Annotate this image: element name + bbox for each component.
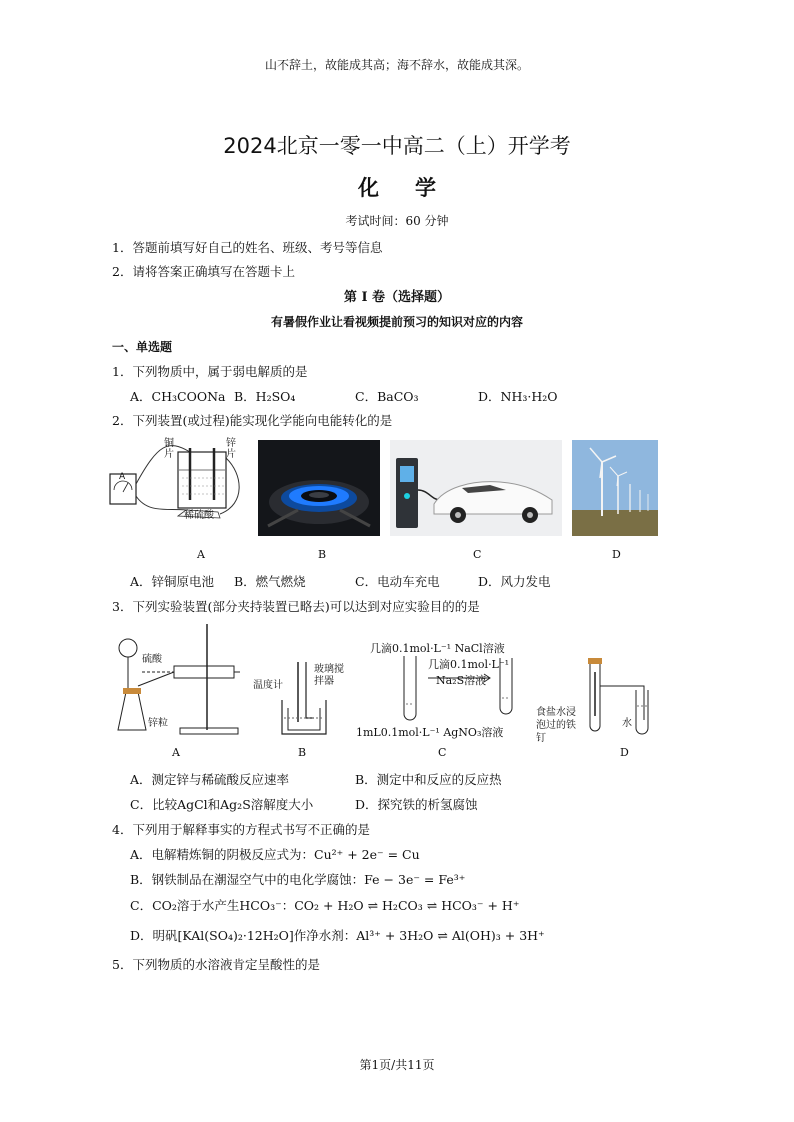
q1-option-c: C．BaCO₃ <box>355 389 419 404</box>
q1-stem: 1．下列物质中，属于弱电解质的是 <box>112 364 308 379</box>
q3-fig-b-thermometer-label: 温度计 <box>253 680 283 691</box>
q2-option-c: C．电动车充电 <box>355 574 440 589</box>
q3-figure-a-rate-apparatus <box>112 622 242 740</box>
q3-fig-a-zinc-label: 锌粒 <box>148 718 168 729</box>
q3-fig-label-c: C <box>438 746 447 759</box>
section-title: 第 I 卷（选择题） <box>343 290 451 305</box>
q3-fig-a-acid-label: 硫酸 <box>142 654 162 665</box>
q4-option-a: A．电解精炼铜的阴极反应式为：Cu²⁺ + 2e⁻ = Cu <box>130 847 420 862</box>
q3-option-c: C．比较AgCl和Ag₂S溶解度大小 <box>130 797 314 812</box>
q3-fig-label-d: D <box>620 746 629 759</box>
q3-fig-label-a: A <box>172 746 180 759</box>
exam-title: 2024北京一零一中高二（上）开学考 <box>223 134 571 158</box>
q4-option-d: D．明矾[KAl(SO₄)₂·12H₂O]作净水剂：Al³⁺ + 3H₂O ⇌ Al(OH)₃ + 3H⁺ <box>130 928 545 943</box>
q1-option-b: B．H₂SO₄ <box>234 389 296 404</box>
part-title: 一、单选题 <box>112 340 173 354</box>
q3-stem: 3．下列实验装置(部分夹持装置已略去)可以达到对应实验目的的是 <box>112 599 480 614</box>
q2-figure-c-ev-charging <box>390 440 562 536</box>
page-footer: 第1页/共11页 <box>359 1058 435 1072</box>
note-1: 1．答题前填写好自己的姓名、班级、考号等信息 <box>112 240 383 255</box>
header-motto: 山不辞土，故能成其高；海不辞水，故能成其深。 <box>264 58 529 72</box>
q2-fig-label-d: D <box>612 548 621 561</box>
q2-fig-a-acid-label: 稀硫酸 <box>184 510 214 521</box>
q1-option-a: A．CH₃COONa <box>130 389 226 404</box>
q3-fig-d-water-label: 水 <box>622 718 632 729</box>
q2-option-b: B．燃气燃烧 <box>234 574 306 589</box>
section-note: 有暑假作业让看视频提前预习的知识对应的内容 <box>270 315 523 329</box>
q2-figure-b-gas-flame <box>258 440 380 536</box>
q2-option-a: A．锌铜原电池 <box>130 574 215 589</box>
exam-subject: 化学 <box>358 175 472 200</box>
note-2: 2．请将答案正确填写在答题卡上 <box>112 264 295 279</box>
q2-fig-a-copper-label: 铜片 <box>164 438 174 460</box>
q4-option-c: C．CO₂溶于水产生HCO₃⁻：CO₂ + H₂O ⇌ H₂CO₃ ⇌ HCO₃⁻ + H⁺ <box>130 898 520 913</box>
q3-option-d: D．探究铁的析氢腐蚀 <box>355 797 478 812</box>
q2-fig-label-a: A <box>197 548 205 561</box>
q4-stem: 4．下列用于解释事实的方程式书写不正确的是 <box>112 822 370 837</box>
q3-fig-d-nail-label: 食盐水浸泡过的铁钉 <box>536 707 576 744</box>
q2-fig-a-meter-label: A <box>119 472 126 482</box>
q3-fig-c-agno3-label: 1mL0.1mol·L⁻¹ AgNO₃溶液 <box>356 726 504 739</box>
q2-option-d: D．风力发电 <box>478 574 551 589</box>
q2-figure-d-wind-turbines <box>572 440 658 536</box>
q3-option-b: B．测定中和反应的反应热 <box>355 772 502 787</box>
q3-fig-c-na2s-label-1: 几滴0.1mol·L⁻¹ <box>428 658 510 671</box>
q2-fig-label-c: C <box>473 548 482 561</box>
q2-fig-a-zinc-label: 锌片 <box>226 438 236 460</box>
q3-fig-c-na2s-label-2: Na₂S溶液 <box>436 674 487 687</box>
q5-stem: 5．下列物质的水溶液肯定呈酸性的是 <box>112 957 320 972</box>
q1-option-d: D．NH₃·H₂O <box>478 389 558 404</box>
q3-fig-label-b: B <box>298 746 307 759</box>
q2-stem: 2．下列装置(或过程)能实现化学能向电能转化的是 <box>112 413 393 428</box>
q3-fig-b-stirrer-label: 玻璃搅拌器 <box>314 664 344 687</box>
q3-fig-c-nacl-label: 几滴0.1mol·L⁻¹ NaCl溶液 <box>370 642 505 655</box>
q3-option-a: A．测定锌与稀硫酸反应速率 <box>130 772 290 787</box>
q2-fig-label-b: B <box>318 548 327 561</box>
q4-option-b: B．钢铁制品在潮湿空气中的电化学腐蚀：Fe − 3e⁻ = Fe³⁺ <box>130 872 466 887</box>
q3-figure-d-corrosion <box>580 656 662 740</box>
exam-time: 考试时间：60 分钟 <box>345 214 449 228</box>
